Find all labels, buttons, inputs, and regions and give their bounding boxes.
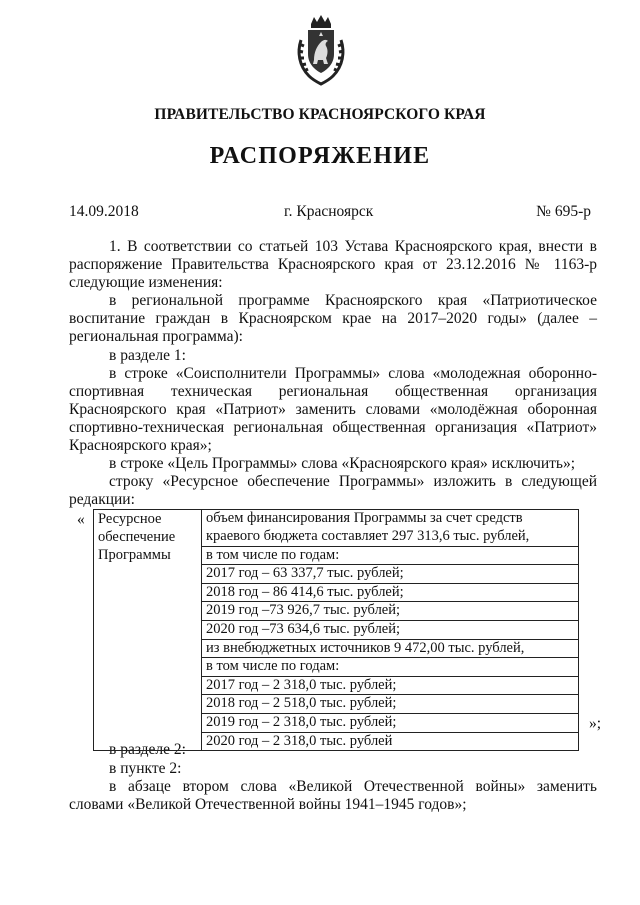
organization-name: ПРАВИТЕЛЬСТВО КРАСНОЯРСКОГО КРАЯ bbox=[154, 106, 486, 123]
table-line: в том числе по годам: bbox=[202, 547, 578, 566]
table-line: 2019 год –73 926,7 тыс. рублей; bbox=[202, 602, 578, 621]
paragraph-9: в абзаце втором слова «Великой Отечественной войны» заменить словами «Великой Отечественной войны 1941–1945 годов»; bbox=[69, 777, 597, 813]
quote-open: « bbox=[77, 511, 85, 529]
table-line: 2018 год – 86 414,6 тыс. рублей; bbox=[202, 584, 578, 603]
table-line: краевого бюджета составляет 297 313,6 тыс. рублей, bbox=[202, 528, 578, 547]
paragraph-4: в строке «Соисполнители Программы» слова «молодежная оборонно-спортивная техническая региональная общественная организация Красноярского края «Патриот» заменить словами «молодёжная оборонная спортивно-техническая региональная общественная организация «Патриот» Красноярского края»; bbox=[69, 364, 597, 455]
table-cell-values bbox=[202, 510, 579, 751]
table-line: 2018 год – 2 518,0 тыс. рублей; bbox=[202, 695, 578, 714]
table-line: в том числе по годам: bbox=[202, 658, 578, 677]
document-city: г. Красноярск bbox=[284, 203, 374, 220]
paragraph-7: в разделе 2: bbox=[109, 741, 186, 759]
table-line: 2020 год –73 634,6 тыс. рублей; bbox=[202, 621, 578, 640]
table-line: из внебюджетных источников 9 472,00 тыс. рублей, bbox=[202, 640, 578, 659]
resource-table bbox=[93, 509, 579, 751]
document-number: № 695-р bbox=[536, 203, 591, 220]
document-body bbox=[69, 238, 601, 814]
table-line: 2019 год – 2 318,0 тыс. рублей; bbox=[202, 714, 578, 733]
document-type-title: РАСПОРЯЖЕНИЕ bbox=[209, 143, 431, 169]
paragraph-6: строку «Ресурсное обеспечение Программы» изложить в следующей редакции: bbox=[69, 473, 597, 509]
quote-close: »; bbox=[588, 715, 601, 733]
paragraph-8: в пункте 2: bbox=[109, 759, 182, 777]
paragraph-5: в строке «Цель Программы» слова «Красноярского края» исключить»; bbox=[109, 455, 576, 473]
table-line: 2020 год – 2 318,0 тыс. рублей bbox=[206, 732, 393, 749]
after-table-text bbox=[69, 741, 597, 813]
paragraph-2: в региональной программе Красноярского края «Патриотическое воспитание граждан в Красноярском крае на 2017–2020 годы» (далее – региональная программа): bbox=[69, 292, 597, 346]
resource-table-block bbox=[69, 509, 601, 749]
table-line: 2017 год – 2 318,0 тыс. рублей; bbox=[202, 677, 578, 696]
table-row bbox=[94, 510, 579, 751]
table-line: 2017 год – 63 337,7 тыс. рублей; bbox=[202, 565, 578, 584]
paragraph-3: в разделе 1: bbox=[109, 346, 186, 364]
document-date: 14.09.2018 bbox=[69, 203, 139, 220]
table-line: объем финансирования Программы за счет средств bbox=[206, 510, 523, 527]
coat-of-arms-icon bbox=[293, 14, 349, 86]
table-cell-label: Ресурсное обеспечение Программы bbox=[94, 510, 202, 751]
paragraph-1: 1. В соответствии со статьей 103 Устава Красноярского края, внести в распоряжение Правительства Красноярского края от 23.12.2016 № 1163-р следующие изменения: bbox=[69, 238, 597, 292]
